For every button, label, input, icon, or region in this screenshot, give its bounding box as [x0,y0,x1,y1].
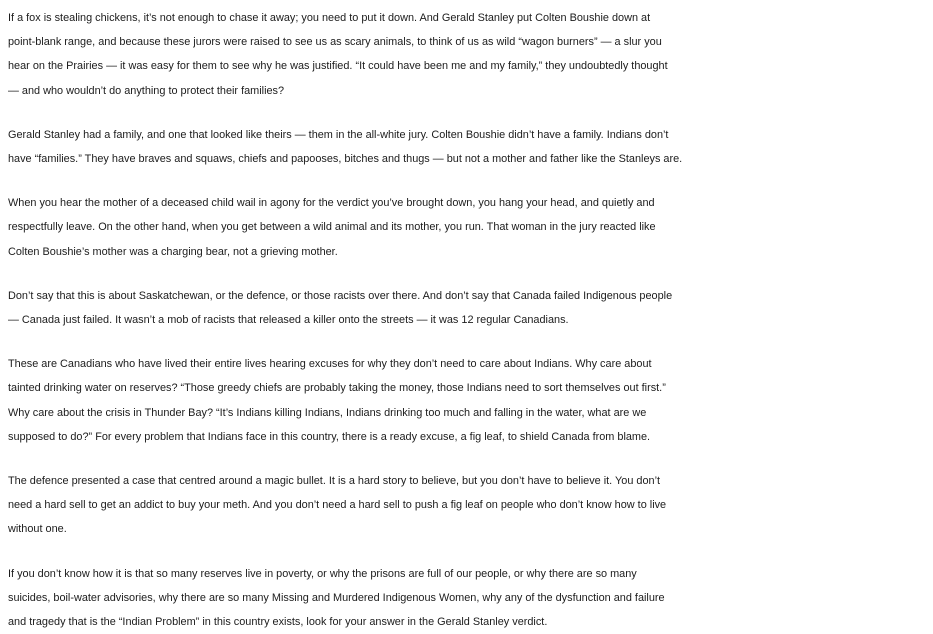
text-line: tainted drinking water on reserves? “Those greedy chiefs are probably taking the money, those Indians need to sort themselves out first.” [8,382,666,395]
text-line: need a hard sell to get an addict to buy your meth. And you don’t need a hard sell to push a fig leaf on people who don’t know how to live [8,499,667,512]
paragraph-canada-failed [8,284,933,332]
text-line: without one. [8,523,67,536]
text-line: The defence presented a case that centred around a magic bullet. It is a hard story to believe, but you don’t have to believe it. You don’t [8,475,661,488]
paragraph-grieving-mother [8,191,933,264]
paragraph-fox-analogy [8,6,933,103]
text-line: and tragedy that is the “Indian Problem” in this country exists, look for your answer in the Gerald Stanley verdict. [8,616,548,629]
text-line: point-blank range, and because these jurors were raised to see us as scary animals, to think of us as wild “wagon burners” — a slur you [8,36,662,49]
text-line: hear on the Prairies — it was easy for them to see why he was justified. “It could have been me and my family,” they undoubtedly thought [8,60,668,73]
paragraph-excuses [8,352,933,449]
paragraph-verdict-answer [8,562,933,634]
text-line: If a fox is stealing chickens, it’s not enough to chase it away; you need to put it down. And Gerald Stanley put Colten Boushie down at [8,12,651,24]
text-line: — and who wouldn’t do anything to protect their families? [8,84,285,97]
text-line: When you hear the mother of a deceased child wail in agony for the verdict you’ve brought down, you hang your head, and quietly and [8,197,655,210]
text-line: Colten Boushie’s mother was a charging bear, not a grieving mother. [8,245,338,258]
text-line: suicides, boil-water advisories, why there are so many Missing and Murdered Indigenous Women, why any of the dysfunction and failure [8,591,665,604]
text-line: supposed to do?” For every problem that Indians face in this country, there is a ready excuse, a fig leaf, to shield Canada from blame. [8,430,651,443]
text-line: have “families.” They have braves and squaws, chiefs and papooses, bitches and thugs — but not a mother and father like the Stanleys are. [8,153,683,166]
text-line: respectfully leave. On the other hand, when you get between a wild animal and its mother, you run. That woman in the jury reacted like [8,221,656,234]
text-line: — Canada just failed. It wasn’t a mob of racists that released a killer onto the streets — it was 12 regular Canadians. [8,314,569,327]
paragraph-families [8,123,933,171]
text-line: Don’t say that this is about Saskatchewan, or the defence, or those racists over there. And don’t say that Canada failed Indigenous people [8,289,673,302]
text-line: Gerald Stanley had a family, and one that looked like theirs — them in the all-white jury. Colten Boushie didn’t have a family. Indians don’t [8,128,669,141]
paragraph-magic-bullet [8,469,933,542]
text-line: Why care about the crisis in Thunder Bay? “It’s Indians killing Indians, Indians drinking too much and falling in the water, what are we [8,406,647,419]
text-line: If you don’t know how it is that so many reserves live in poverty, or why the prisons are full of our people, or why there are so many [8,567,637,580]
text-line: These are Canadians who have lived their entire lives hearing excuses for why they don’t need to care about Indians. Why care about [8,358,652,371]
